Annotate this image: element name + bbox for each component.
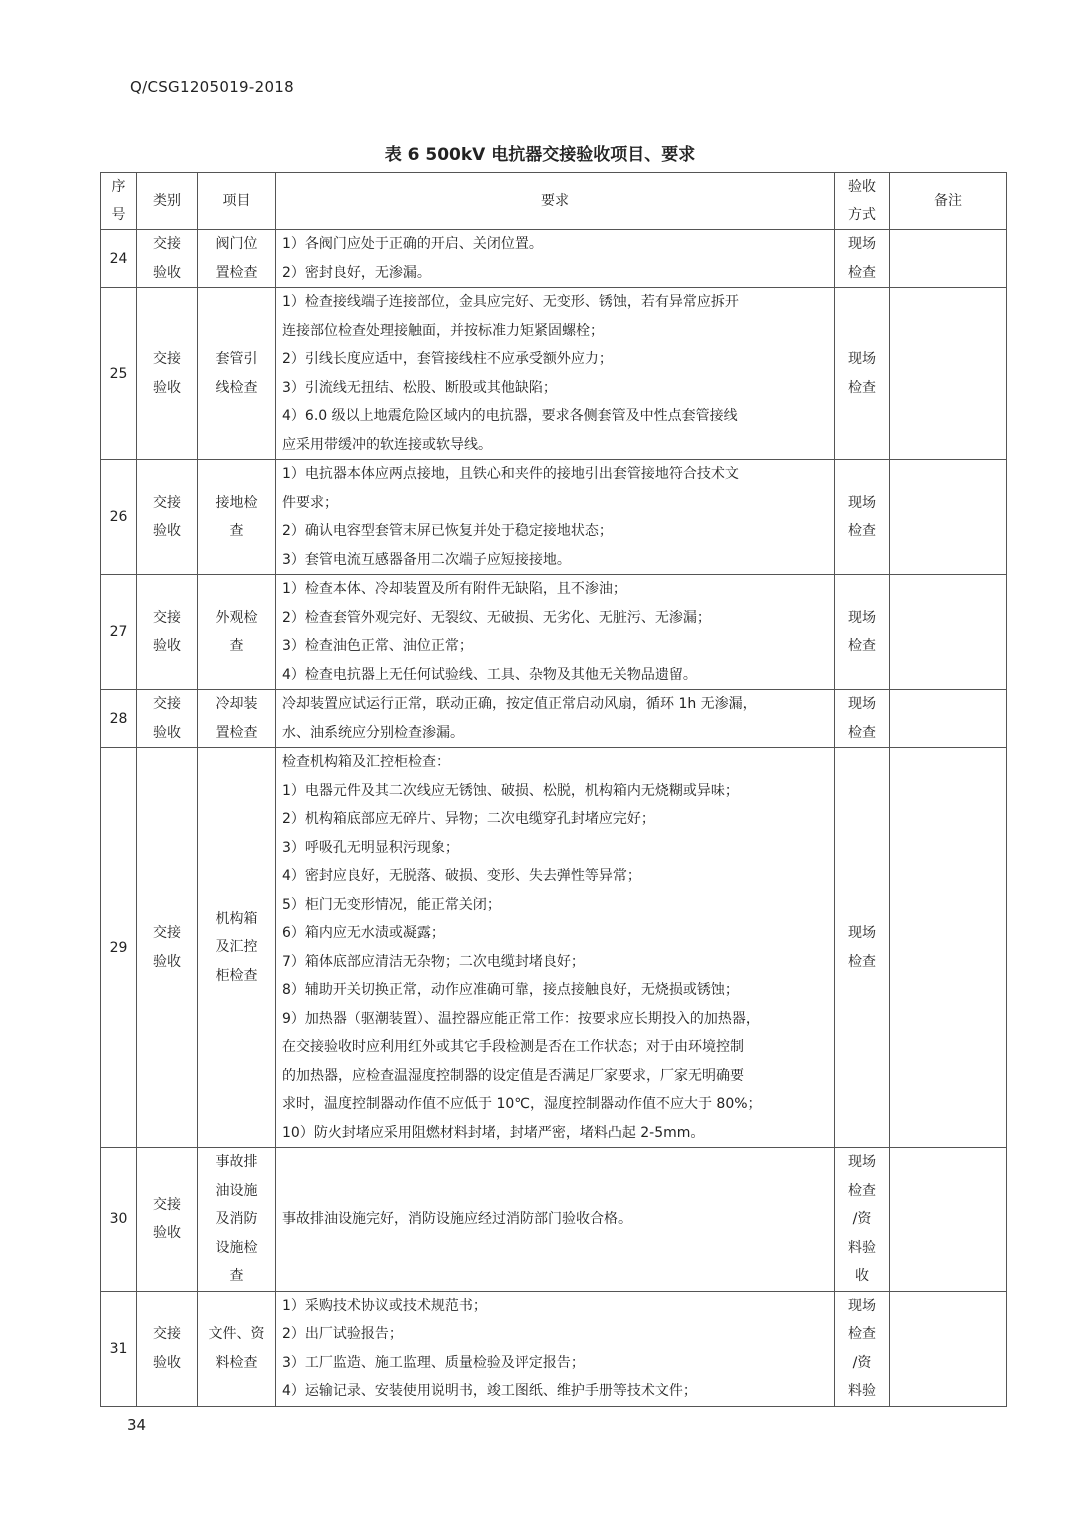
method-cell (835, 748, 890, 1148)
requirement-cell (276, 690, 835, 748)
category-line: 交接 (153, 696, 181, 712)
requirement-line: 3）引流线无扭结、松股、断股或其他缺陷； (282, 379, 557, 396)
table-row (101, 690, 1007, 748)
item-line: 及消防 (215, 1211, 258, 1227)
category-line: 交接 (153, 351, 181, 367)
category-line: 验收 (153, 523, 181, 539)
method-line: 现场 (848, 1154, 876, 1170)
table-body (101, 230, 1007, 1407)
category-cell (137, 460, 198, 575)
category-cell (137, 230, 198, 288)
item-line: 查 (229, 523, 244, 539)
category-cell (137, 1291, 198, 1406)
requirement-cell (276, 460, 835, 575)
requirement-line: 1）电器元件及其二次线应无锈蚀、破损、松脱，机构箱内无烧糊或异味； (282, 782, 739, 799)
method-line: 检查 (848, 724, 876, 741)
row-number-cell (101, 230, 137, 288)
category-line: 交接 (153, 236, 181, 252)
remarks-cell (890, 690, 1007, 748)
requirement-line: 3）套管电流互感器备用二次端子应短接接地。 (282, 551, 571, 568)
method-line: /资 (852, 1354, 872, 1371)
requirement-line: 5）柜门无变形情况，能正常关闭； (282, 896, 501, 913)
item-line: 查 (229, 638, 244, 654)
category-line: 验收 (153, 1354, 181, 1371)
method-cell (835, 230, 890, 288)
header-text: 验收 (848, 179, 876, 195)
remarks-cell (890, 288, 1007, 460)
requirement-cell (276, 748, 835, 1148)
requirement-line: 10）防火封堵应采用阻燃材料封堵，封堵严密，堵料凸起 2-5mm。 (282, 1124, 705, 1141)
row-number: 29 (109, 939, 128, 956)
requirement-cell (276, 230, 835, 288)
remarks-cell (890, 748, 1007, 1148)
item-line: 冷却装 (215, 696, 258, 712)
table-title: 表 6 500kV 电抗器交接验收项目、要求 (384, 145, 696, 165)
requirement-line: 6）箱内应无水渍或凝露； (282, 925, 445, 941)
method-line: 检查 (848, 264, 876, 281)
item-line: 阀门位 (215, 236, 258, 252)
requirement-line: 2）引线长度应适中，套管接线柱不应承受额外应力； (282, 351, 613, 367)
item-line: 查 (229, 1268, 244, 1284)
document-code: Q/CSG1205019-2018 (130, 78, 294, 96)
col-header-no (101, 173, 137, 230)
method-line: 现场 (848, 494, 876, 511)
item-line: 文件、资 (208, 1326, 265, 1342)
item-cell (198, 690, 276, 748)
item-line: 事故排 (215, 1154, 258, 1170)
category-line: 验收 (153, 379, 181, 396)
header-text: 号 (111, 207, 126, 223)
requirement-line: 水、油系统应分别检查渗漏。 (282, 724, 464, 741)
category-line: 交接 (153, 609, 181, 626)
remarks-cell (890, 575, 1007, 690)
category-cell (137, 288, 198, 460)
row-number-cell (101, 690, 137, 748)
method-cell (835, 1291, 890, 1406)
category-line: 验收 (153, 724, 181, 741)
table-row (101, 230, 1007, 288)
table-row (101, 1148, 1007, 1292)
method-line: /资 (852, 1211, 872, 1227)
row-number: 26 (109, 509, 128, 525)
header-text: 序 (111, 179, 126, 195)
category-line: 验收 (153, 264, 181, 281)
item-cell (198, 575, 276, 690)
method-cell (835, 1148, 890, 1292)
item-cell (198, 230, 276, 288)
requirement-line: 的加热器，应检查温湿度控制器的设定值是否满足厂家要求，厂家无明确要 (282, 1067, 744, 1084)
col-header-method (835, 173, 890, 230)
requirement-cell (276, 575, 835, 690)
row-number-cell (101, 288, 137, 460)
item-line: 置检查 (215, 264, 258, 281)
requirement-line: 冷却装置应试运行正常，联动正确，按定值正常启动风扇，循环 1h 无渗漏， (282, 696, 757, 712)
item-line: 线检查 (215, 379, 258, 396)
method-line: 检查 (848, 1182, 876, 1199)
method-line: 检查 (848, 953, 876, 970)
method-line: 现场 (848, 925, 876, 941)
item-cell (198, 1148, 276, 1292)
requirement-cell (276, 288, 835, 460)
requirement-line: 4）运输记录、安装使用说明书，竣工图纸、维护手册等技术文件； (282, 1383, 697, 1399)
row-number: 27 (109, 624, 128, 640)
requirement-line: 3）工厂监造、施工监理、质量检验及评定报告； (282, 1354, 585, 1371)
requirement-line: 件要求； (282, 494, 338, 511)
acceptance-table (100, 172, 1007, 1407)
method-line: 检查 (848, 379, 876, 396)
col-header-item: 项目 (198, 173, 276, 230)
row-number: 30 (109, 1211, 128, 1228)
item-line: 置检查 (215, 724, 258, 741)
header-text: 方式 (848, 207, 876, 223)
item-line: 套管引 (215, 351, 258, 367)
method-line: 现场 (848, 236, 876, 252)
category-line: 交接 (153, 494, 181, 511)
item-line: 机构箱 (215, 910, 258, 927)
requirement-line: 9）加热器（驱潮装置）、温控器应能正常工作：按要求应长期投入的加热器， (282, 1010, 760, 1027)
col-header-category: 类别 (137, 173, 198, 230)
row-number: 24 (109, 250, 128, 267)
requirement-line: 7）箱体底部应清洁无杂物；二次电缆封堵良好； (282, 953, 585, 970)
requirement-line: 应采用带缓冲的软连接或软导线。 (282, 436, 492, 453)
requirement-line: 8）辅助开关切换正常，动作应准确可靠，接点接触良好，无烧损或锈蚀； (282, 982, 739, 998)
table-row (101, 460, 1007, 575)
category-cell (137, 575, 198, 690)
item-line: 设施检 (215, 1239, 258, 1256)
item-cell (198, 460, 276, 575)
method-line: 检查 (848, 1326, 876, 1342)
method-line: 料验 (848, 1383, 876, 1399)
item-line: 外观检 (215, 609, 258, 626)
requirement-line: 1）各阀门应处于正确的开启、关闭位置。 (282, 236, 543, 252)
method-line: 收 (855, 1268, 869, 1284)
requirement-line: 1）检查本体、冷却装置及所有附件无缺陷，且不渗油； (282, 581, 627, 597)
requirement-cell (276, 1291, 835, 1406)
category-line: 验收 (153, 953, 181, 970)
row-number-cell (101, 1291, 137, 1406)
method-line: 检查 (848, 638, 876, 654)
method-cell (835, 460, 890, 575)
remarks-cell (890, 460, 1007, 575)
method-cell (835, 575, 890, 690)
method-line: 料验 (848, 1239, 876, 1256)
row-number-cell (101, 460, 137, 575)
method-cell (835, 690, 890, 748)
table-row (101, 575, 1007, 690)
row-number-cell (101, 748, 137, 1148)
category-cell (137, 748, 198, 1148)
requirement-line: 1）采购技术协议或技术规范书； (282, 1297, 487, 1314)
category-line: 交接 (153, 1196, 181, 1213)
item-cell (198, 1291, 276, 1406)
category-line: 交接 (153, 925, 181, 941)
item-line: 及汇控 (215, 939, 258, 956)
item-cell (198, 288, 276, 460)
requirement-line: 4）6.0 级以上地震危险区域内的电抗器，要求各侧套管及中性点套管接线 (282, 408, 738, 424)
item-line: 油设施 (215, 1182, 258, 1199)
item-line: 柜检查 (215, 967, 258, 984)
requirement-line: 4）检查电抗器上无任何试验线、工具、杂物及其他无关物品遗留。 (282, 666, 697, 683)
page-number: 34 (127, 1416, 147, 1434)
table-header-row (101, 173, 1007, 230)
requirement-line: 4）密封应良好，无脱落、破损、变形、失去弹性等异常； (282, 868, 641, 884)
item-line: 料检查 (215, 1354, 258, 1371)
method-line: 现场 (848, 696, 876, 712)
table-row (101, 748, 1007, 1148)
item-line: 接地检 (215, 494, 258, 511)
requirement-line: 检查机构箱及汇控柜检查： (282, 754, 450, 770)
method-line: 现场 (848, 1297, 876, 1314)
requirement-line: 2）检查套管外观完好、无裂纹、无破损、无劣化、无脏污、无渗漏； (282, 609, 711, 626)
method-line: 现场 (848, 351, 876, 367)
remarks-cell (890, 1148, 1007, 1292)
requirement-line: 1）电抗器本体应两点接地，且铁心和夹件的接地引出套管接地符合技术文 (282, 466, 739, 482)
row-number-cell (101, 575, 137, 690)
requirement-line: 求时，温度控制器动作值不应低于 10℃，湿度控制器动作值不应大于 80%； (282, 1096, 762, 1112)
remarks-cell (890, 1291, 1007, 1406)
remarks-cell (890, 230, 1007, 288)
requirement-line: 事故排油设施完好，消防设施应经过消防部门验收合格。 (282, 1211, 632, 1227)
row-number: 31 (109, 1340, 128, 1357)
item-cell (198, 748, 276, 1148)
row-number-cell (101, 1148, 137, 1292)
requirement-line: 3）检查油色正常、油位正常； (282, 638, 473, 654)
table-row (101, 1291, 1007, 1406)
col-header-requirement: 要求 (276, 173, 835, 230)
requirement-line: 2）机构箱底部应无碎片、异物；二次电缆穿孔封堵应完好； (282, 811, 655, 827)
requirement-line: 2）确认电容型套管末屏已恢复并处于稳定接地状态； (282, 523, 613, 539)
requirement-line: 2）密封良好，无渗漏。 (282, 264, 431, 281)
category-line: 验收 (153, 1225, 181, 1242)
category-cell (137, 1148, 198, 1292)
requirement-line: 2）出厂试验报告； (282, 1326, 403, 1342)
requirement-line: 3）呼吸孔无明显积污现象； (282, 839, 459, 856)
method-cell (835, 288, 890, 460)
method-line: 现场 (848, 609, 876, 626)
row-number: 28 (109, 710, 128, 727)
table-row (101, 288, 1007, 460)
requirement-line: 在交接验收时应利用红外或其它手段检测是否在工作状态；对于由环境控制 (282, 1039, 744, 1055)
category-line: 交接 (153, 1326, 181, 1342)
col-header-remarks: 备注 (890, 173, 1007, 230)
requirement-line: 连接部位检查处理接触面，并按标准力矩紧固螺栓； (282, 322, 604, 339)
row-number: 25 (109, 365, 128, 382)
category-cell (137, 690, 198, 748)
category-line: 验收 (153, 638, 181, 654)
method-line: 检查 (848, 523, 876, 539)
requirement-cell (276, 1148, 835, 1292)
requirement-line: 1）检查接线端子连接部位，金具应完好、无变形、锈蚀，若有异常应拆开 (282, 294, 739, 310)
